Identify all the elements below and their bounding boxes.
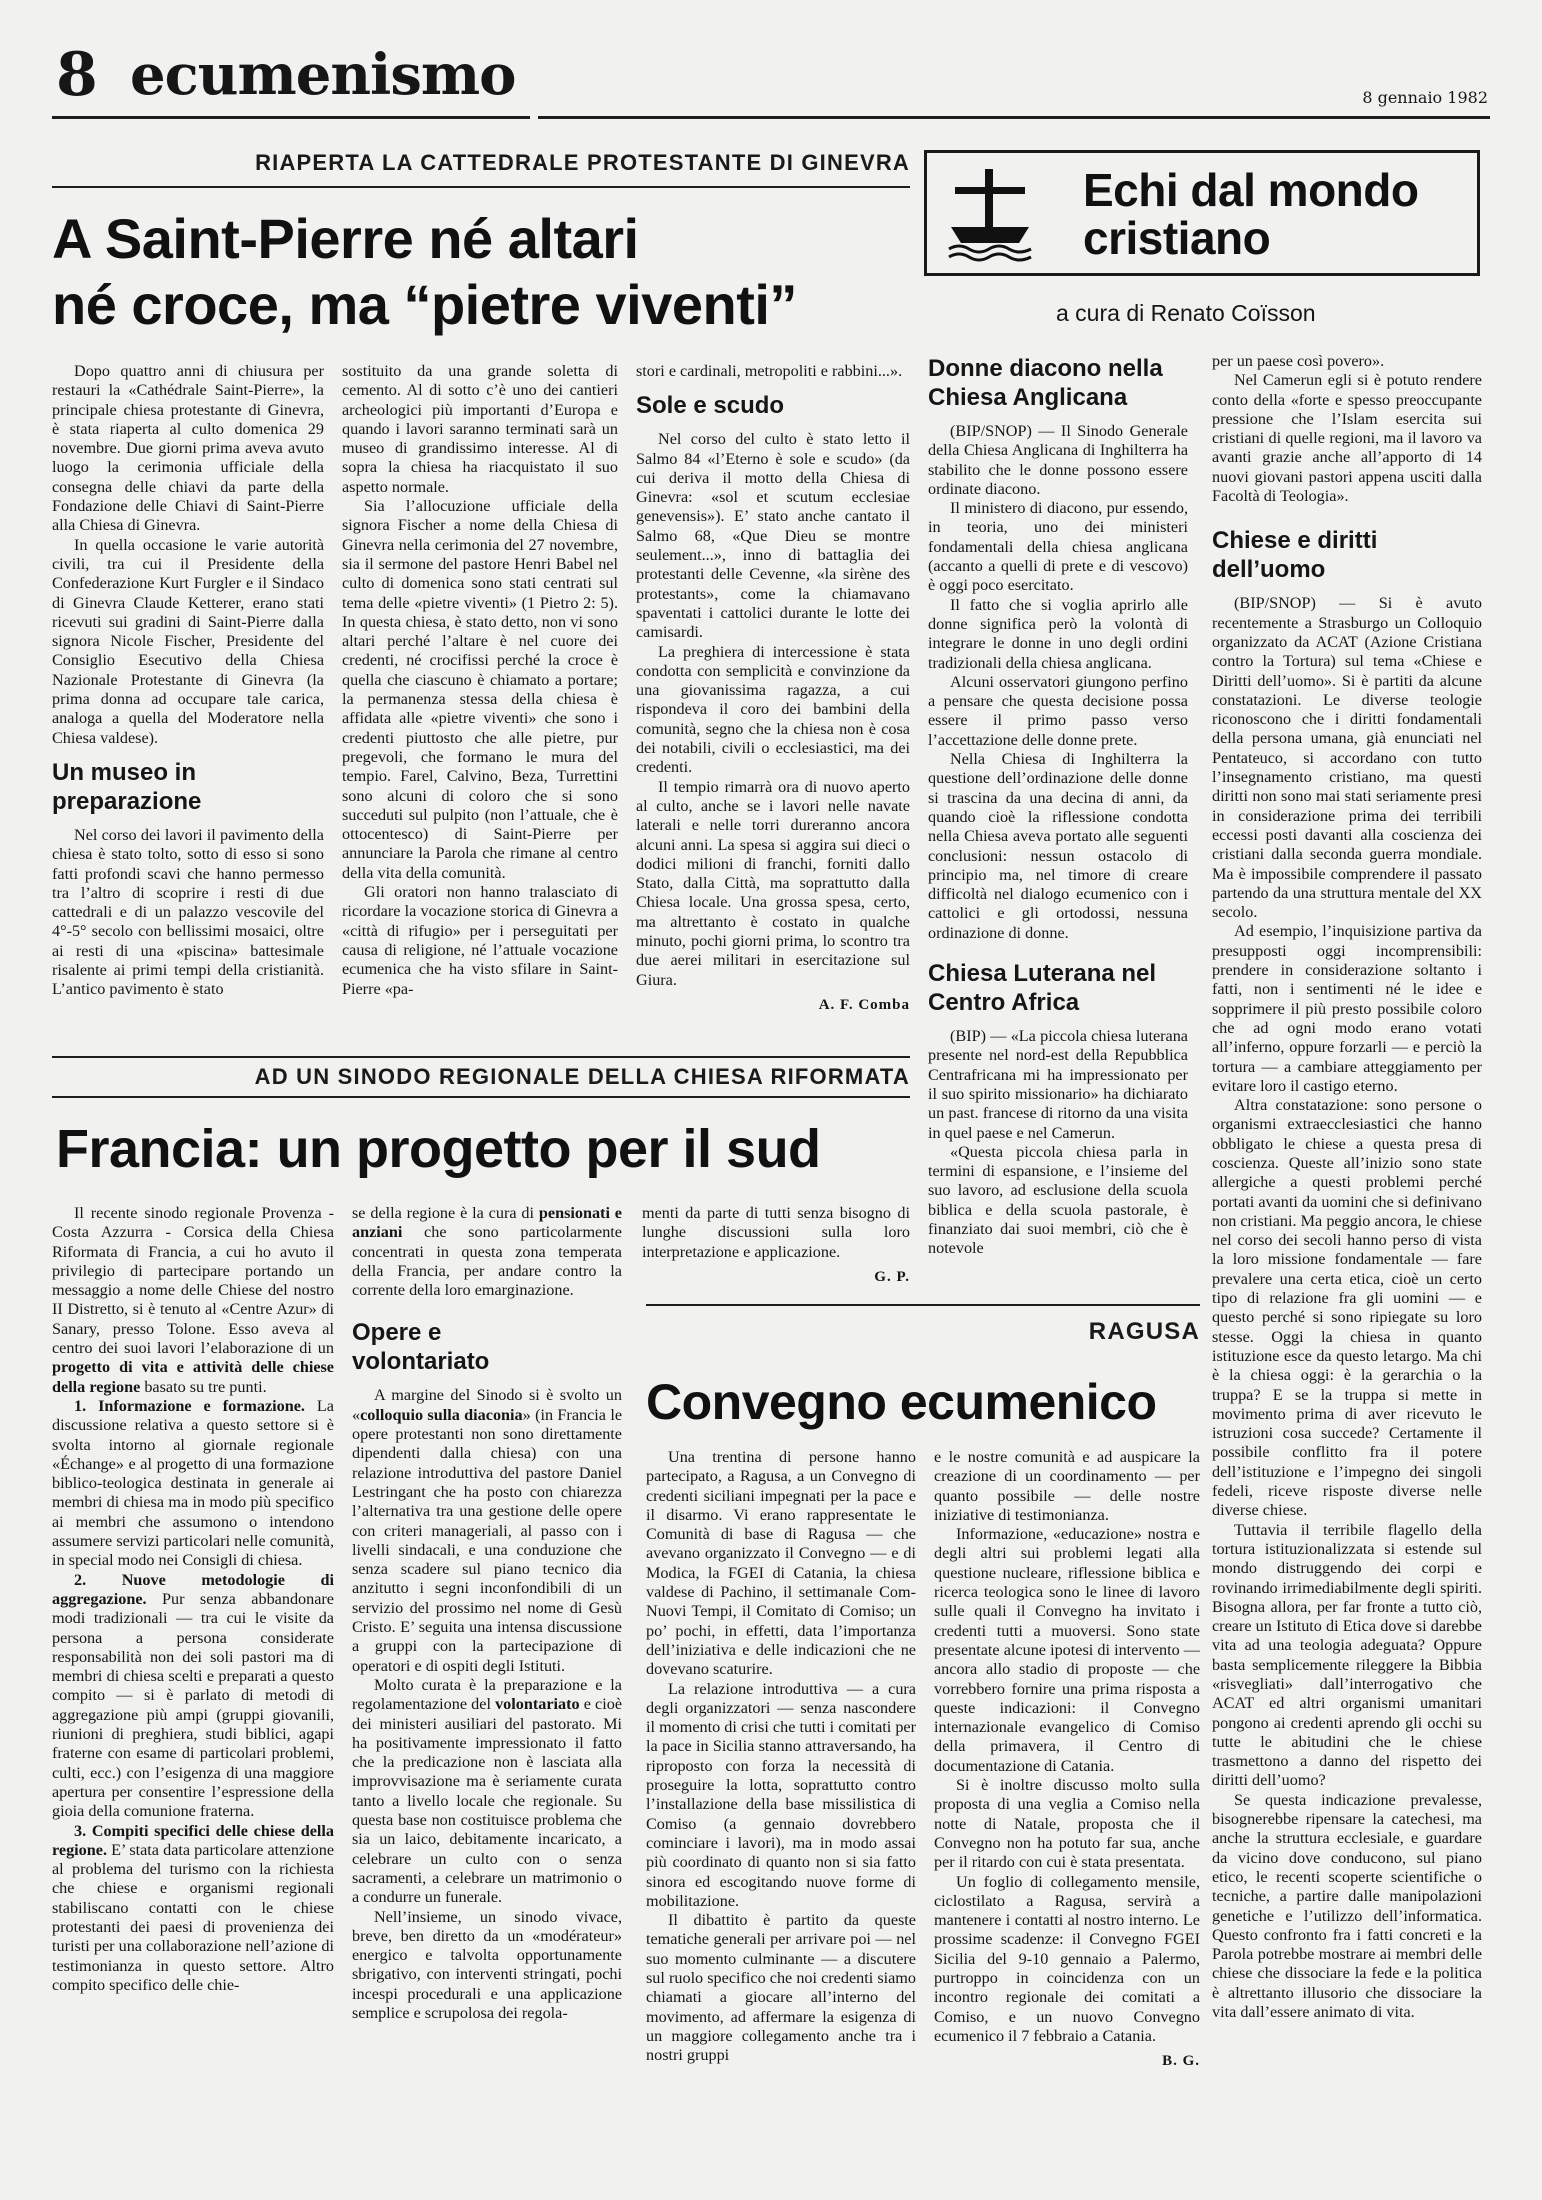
art1-kicker: RIAPERTA LA CATTEDRALE PROTESTANTE DI GINEVRA — [255, 150, 910, 175]
text-run: che sono particolarmente concentrati in questa zona temperata della Francia, per andare contro la corrente della loro emarginazione. — [352, 1223, 622, 1300]
paragraph — [352, 1676, 622, 1908]
paragraph — [352, 1204, 622, 1300]
bold-text: 3. Compiti specifici delle chiese della regione. — [52, 1821, 334, 1859]
paragraph: Nel Camerun egli si è potuto rendere conto della «forte e spesso preoccupante pressione che l’Islam esercita sui cristiani di quelle regioni, ma il lavoro va avanti grazie anche all’apporto di 14 nuovi giovani pastori appena usciti dalla Facoltà di Teologia». — [1212, 371, 1482, 506]
paragraph: Dopo quattro anni di chiusura per restauri la «Cathédrale Saint-Pierre», la principale chiesa protestante di Ginevra, è stata riaperta al culto domenica 29 novembre. Due giorni prima aveva avuto luogo la cerimonia ufficiale della consegna delle chiavi da parte della Fondazione delle Chiavi di Saint-Pierre alla Chiesa di Ginevra. — [52, 362, 324, 535]
art1-column-2 — [342, 362, 618, 1034]
text-run: Pur senza abbandonare modi tradizionali — tra cui le visite da persona a persona considerate responsabilità non dei soli pastori ma di membri di chiesa scelti e preparati a questo compito — si è parlato di metodi di aggregazione più ampi (gruppi giovanili, riunioni di preghiera, studi biblici, agapi fraterne con esame di particolari problemi, culti, ecc.) con l’esigenza di una maggiore apertura per consentire l’espressione della gioia della comunione fraterna. — [52, 1589, 334, 1821]
paragraph: stori e cardinali, metropoliti e rabbini...». — [636, 362, 903, 380]
masthead-rule — [52, 116, 530, 119]
paragraph: Nel corso del culto è stato letto il Salmo 84 «l’Eterno è sole e scudo» (da cui deriva il motto della Chiesa di Ginevra: «sol et scutum ecclesiae genevensis»). E’ stato anche cantato il Salmo 68, «Que Dieu se montre seulement...», inno di battaglia dei protestanti delle Cevenne, «la sirène des protestants», come la chiamavano spaventati i cattolici durante le lotte dei camisardi. — [636, 430, 910, 642]
echi-title-line1: Echi dal mondo — [1083, 164, 1419, 216]
paragraph: La preghiera di intercessione è stata condotta con semplicità e convinzione da una giovanissima ragazza, a cui rispondeva il coro dei bambini della comunità, segno che la chiesa non è cosa dei notabili, civili o ecclesiastici, ma dei credenti. — [636, 642, 910, 777]
paragraph: Se questa indicazione prevalesse, bisognerebbe ripensare la catechesi, ma anche la struttura ecclesiale, e guardare da vicino dove conducono, sul piano etico, le recenti scoperte scientifiche o tecniche, a partire dalle manipolazioni genetiche e l’utilizzo dell’informatica. Questo confronto fra i fatti concreti e la Parola potrebbe mostrare ai membri delle chiese che dissociare la fede e la politica è altrettanto illusorio che dissociare la vita dall’essere animato di vita. — [1212, 1790, 1482, 2022]
paragraph: Il dibattito è partito da queste tematiche generali per arrivare poi — nel suo momento culminante — a discutere sul ruolo specifico che noi credenti siamo chiamati a giocare all’interno del movimento, ad affermare la esigenza di un maggiore collegamento anche tra i nostri gruppi — [646, 1911, 916, 2065]
paragraph: Sia l’allocuzione ufficiale della signora Fischer a nome della Chiesa di Ginevra nella cerimonia del 27 novembre, sia il sermone del pastore Henri Babel nel culto di domenica sono stati centrati sul tema delle «pietre viventi» (1 Pietro 2: 5). In questa chiesa, è stato detto, non vi sono altari perché l’altare è nel cuore dei credenti, né crocifissi perché la croce è quella che ciascuno è chiamato a portare; la permanenza stessa della chiesa è affidata alle «pietre viventi» che sono i credenti piuttosto che alle pietre, pur pregevoli, che formano le mura del tempio. Farel, Calvino, Beza, Turrettini sono alcuni di coloro che si sono succeduti sul pulpito (non l’attuale, che è ottocentesco) di Saint-Pierre per annunciare la Parola che rimane al centro della vita della comunità. — [342, 497, 618, 882]
paragraph: La relazione introduttiva — a cura degli organizzatori — senza nascondere il momento di crisi che tutti i comitati per la pace in Sicilia stanno attraversando, ha riproposto con forza la necessità di proseguire la lotta, soprattutto contro l’installazione della base missilistica di Comiso (a gennaio dovrebbero cominciare i lavori), ma in modo assai più coordinato di quanto non si sia fatto sinora ed escogitando nuove forme di mobilitazione. — [646, 1679, 916, 1910]
art3-title: Chiesa Luterana nel Centro Africa — [928, 960, 1157, 1017]
paragraph: Tuttavia il terribile flagello della tortura istituzionalizzata si estende sul mondo distruggendo dei corpi e rovinando irrimediabilmente degli spiriti. Bisogna allora, per far fronte a tutto ciò, creare un Istituto di Etica dove si darebbe vita ad una teologia adeguata? Oppure basta semplicemente rileggere la Bibbia «risvegliati» dall’interrogativo che ACAT ed altri organismi umanitari pongono ai credenti aprendo gli occhi su tutte le abitudini che le chiese trasmettono a danno del rispetto dei diritti dell’uomo? — [1212, 1520, 1482, 1790]
bold-text: volontariato — [495, 1695, 580, 1714]
art5-column-2 — [352, 1204, 623, 2022]
bold-text: 1. Informazione e formazione. — [74, 1396, 305, 1415]
paragraph: Informazione, «educazione» nostra e degli altri sui problemi legati alla questione nucleare, riflessione biblica e ricerca teologica sono le linee di lavoro sulle quali il Convegno ha invitato i credenti tutti a muoversi. Sono state presentate alcune ipotesi di intervento — ancora allo stadio di proposte — che vorrebbero fornire una prima risposta a queste indicazioni: il Convegno internazionale evangelico di Comiso della primavera, il Centro di documentazione di Catania. — [934, 1525, 1200, 1775]
art6-kicker: RAGUSA — [1088, 1318, 1200, 1345]
art5-top-rule — [52, 1056, 910, 1058]
paragraph: Il tempio rimarrà ora di nuovo aperto al culto, anche se i lavori nelle navate laterali e nelle torri dureranno ancora alcuni anni. La spesa si aggira sui dieci o dodici milioni di franchi, forniti dallo Stato, dalla Città, ma soprattutto dalla Chiesa locale. Una grossa spesa, certo, ma altrettanto è costato in qualche minuto, pochi giorni prima, lo scontro tra due aerei militari in esercitazione sul Giura. — [636, 777, 910, 989]
paragraph: Il ministero di diacono, pur essendo, in teoria, uno dei ministeri fondamentali della chiesa anglicana (accanto a quelli di prete e di vescovo) è oggi poco esercitato. — [928, 499, 1188, 595]
paragraph: Alcuni osservatori giungono perfino a pensare che questa decisione possa essere il primo passo verso l’accettazione delle donne prete. — [928, 672, 1188, 749]
paragraph: Nell’insieme, un sinodo vivace, breve, ben diretto da un «modérateur» energico e talvolta opportunamente sbrigativo, con interventi stringati, pochi incespi procedurali e una applicazione semplice e scrupolosa dei regola- — [352, 1907, 622, 2022]
paragraph: Un foglio di collegamento mensile, ciclostilato a Ragusa, servirà a mantenere i contatti al nostro interno. Le prossime scadenze: il Convegno FGEI Sicilia del 9-10 gennaio a Palermo, purtroppo in coincidenza con un incontro regionale dei comitati a Comiso, e un nuovo Convegno ecumenico il 7 febbraio a Catania. — [934, 1872, 1200, 2045]
echi-byline: a cura di Renato Coïsson — [1056, 300, 1316, 326]
art1-title-line2: né croce, ma “pietre viventi” — [52, 273, 797, 336]
paragraph — [52, 1204, 334, 1397]
paragraph: Gli oratori non hanno tralasciato di ricordare la vocazione storica di Ginevra a «città di rifugio» per i perseguitati per causa di religione, né l’attuale vocazione ecumenica che ha visto sfilare in Saint-Pierre «pa- — [342, 883, 618, 998]
art6-title: Convegno ecumenico — [646, 1374, 1157, 1430]
paragraph: Altra constatazione: sono persone o organismi extraecclesiastici che hanno obbligato le chiese a questa presa di coscienza. Queste all’inizio sono state allergiche a questi problemi perché portati avanti da uomini che si definivano non cristiani. Ma peggio ancora, le chiese nel corso dei secoli hanno perso di vista la loro missione fondamentale — fare prevalere una certa etica, cioè un certo tipo di relazione fra gli uomini — e questo perché si sono ripiegate su loro stesse. Oggi la chiesa in quanto istituzione esce da questo letargo. Ma chi è la chiesa oggi: è la gerarchia o la truppa? E se la truppa si mette in movimento prima di aver ricevuto le istruzioni cosa succede? Certamente il possibile conflitto fra il potere dell’istituzione e l’impegno dei singoli fedeli, riceve risposte diverse nelle diverse chiese. — [1212, 1096, 1482, 1520]
art5-signature: G. P. — [874, 1268, 910, 1285]
text-run: E’ stata data particolare attenzione al problema del turismo con la richiesta che chiese e organismi regionali stabiliscano contatti con le chiese protestanti dei paesi di provenienza dei turisti per una collaborazione nell’azione di testimonianza in questo settore. Altro compito specifico delle chie- — [52, 1840, 335, 1994]
paragraph — [52, 1571, 334, 1822]
art1-column-1 — [52, 362, 324, 1034]
text-run: e cioè dei ministeri ausiliari del pastorato. Mi ha positivamente impressionato il fatto che la predicazione non è lasciata alla improvvisazione ma è seriamente curata tanto a livello locale che regionale. Su questa base non costituisce problema che sia un laico, debitamente incaricato, a celebrare un culto con o senza sacramenti, a celebrare un matrimonio o a condurre un funerale. — [352, 1695, 623, 1907]
text-run: A margine del Sinodo si è svolto un « — [352, 1386, 622, 1424]
bold-text: 2. Nuove metodologie di aggregazione. — [52, 1570, 334, 1608]
art1-column-3 — [636, 362, 910, 1034]
paragraph: menti da parte di tutti senza bisogno di lunghe discussioni sulla loro interpretazione e applicazione. — [642, 1204, 910, 1261]
text-run: » (in Francia le opere protestanti non sono direttamente dipendenti dalla chiesa) con una relazione introduttiva del pastore Daniel Lestringant che ha posto con chiarezza l’alternativa tra una gestione delle opere con criteri manageriali, al passo con i livelli sindacali, e una conduzione che senza scadere sul piano tecnico dia anzitutto i segni inconfondibili di un servizio del prossimo nel nome di Gesù Cristo. E’ seguita una intensa discussione a gruppi con la partecipazione di operatori e di ospiti degli Istituti. — [352, 1405, 623, 1675]
paragraph: Il fatto che si voglia aprirlo alle donne significa però la volontà di integrare le donne in uno degli ordini tradizionali della chiesa anglicana. — [928, 595, 1188, 672]
text-run: se della regione è la cura di — [352, 1204, 534, 1222]
paragraph: «Questa piccola chiesa parla in termini di espansione, e l’insieme del suo lavoro, ad esclusione della scuola biblica e della scuola pastorale, è finanziato dai suoi membri, ciò che è notevole — [928, 1142, 1188, 1258]
art4-column — [1212, 352, 1482, 2022]
art5-kicker: AD UN SINODO REGIONALE DELLA CHIESA RIFORMATA — [254, 1064, 910, 1089]
art6-column-2 — [934, 1448, 1200, 2070]
paragraph: Ad esempio, l’inquisizione partiva da presupposti oggi incomprensibili: prendere in considerazione soltanto i fatti, non i sentimenti né le idee e sopprimere il più presto possibile coloro che ad ogni modo erano votati all’inferno, oppure forzarli — e perciò la tortura — a cambiare atteggiamento per evitare loro il castigo eterno. — [1212, 922, 1482, 1095]
text-run: basato su tre punti. — [144, 1377, 267, 1396]
paragraph: e le nostre comunità e ad auspicare la creazione di un coordinamento — per quanto possibile — delle nostre iniziative di testimonianza. — [934, 1448, 1200, 1524]
issue-date: 8 gennaio 1982 — [1362, 88, 1488, 107]
paragraph — [52, 1397, 334, 1571]
art5-column-3 — [642, 1204, 910, 1294]
paragraph: In quella occasione le varie autorità civili, tra cui il Presidente della Confederazione Kurt Furgler e il Sindaco di Ginevra Claude Ketterer, erano stati ricevuti sui gradini di Saint-Pierre dalla signora Nicole Fischer, Presidente del Consiglio Esecutivo della Chiesa Nazionale Protestante di Ginevra (la prima donna ad occupare tale carica, analoga a quella del Moderatore nella Chiesa valdese). — [52, 535, 324, 747]
art2-column — [928, 352, 1188, 1258]
paragraph: per un paese così povero». — [1212, 352, 1385, 370]
section-title: ecumenismo — [130, 42, 516, 108]
paragraph: Una trentina di persone hanno partecipato, a Ragusa, a un Convegno di credenti siciliani impegnati per la pace e il disarmo. Vi erano rappresentate le Comunità di base di Ragusa — che avevano organizzato il Convegno — e di Modica, la FGEI di Catania, la chiesa valdese di Pachino, il settimanale Com-Nuovi Tempi, il Comitato di Comiso; un po’ pochi, in effetti, data l’importanza dell’iniziativa e delle indicazioni che ne dovevano scaturire. — [646, 1448, 916, 1679]
art5-column-1 — [52, 1204, 334, 2012]
paragraph: Nel corso dei lavori il pavimento della chiesa è stato tolto, sotto di esso si sono fatti profondi scavi che hanno permesso tra l’altro di scoprire i resti di due cattedrali e di un palazzo vescovile del 4°-5° secolo con bellissimi mosaici, oltre ai resti di una «piscina» battesimale risalente ai primi tempi della cristianità. L’antico pavimento è stato — [52, 825, 324, 999]
art5-title: Francia: un progetto per il sud — [56, 1119, 821, 1179]
art1-subhead-museo: Un museo in preparazione — [52, 758, 202, 815]
paragraph: sostituito da una grande soletta di cemento. Al di sotto c’è uno dei cantieri archeologici più importanti d’Europa e quando i lavori saranno terminati sarà un museo di grandissimo interesse. Al di sopra la chiesa ha riacquistato il suo aspetto normale. — [342, 362, 618, 496]
bold-text: progetto di vita e attività delle chiese della regione — [52, 1358, 334, 1396]
paragraph: (BIP/SNOP) — Si è avuto recentemente a Strasburgo un Colloquio organizzato da ACAT (Azione Cristiana contro la Tortura) sul tema «Chiese e Diritti dell’uomo». Si è partiti da alcune constatazioni. Le diverse teologie riconoscono che i diritti fondamentali della persona umana, già enunciati nel Pentateuco, si accordano con tutto l’insegnamento cristiano, ma questi diritti non sono mai stati seriamente presi in considerazione prima dei terribili eccessi posti davanti alla coscienza dei cristiani dalla seconda guerra mondiale. Ma è impossibile comprendere il passato partendo da una struttura mentale del XX secolo. — [1212, 594, 1482, 922]
art6-top-rule — [646, 1304, 1200, 1306]
text-run: Il recente sinodo regionale Provenza - Costa Azzurra - Corsica della Chiesa Riformata di Francia, a cui ho avuto il privilegio di partecipare portando un messaggio a nome delle Chiese del nostro II Distretto, si è tenuto al «Centre Azur» di Sanary, presso Tolone. Esso aveva al centro dei suoi lavori l’elaborazione di un — [52, 1204, 334, 1358]
art1-title-line1: A Saint-Pierre né altari — [52, 207, 639, 270]
echi-box — [924, 150, 1480, 276]
bold-text: colloquio sulla diaconia — [360, 1405, 523, 1424]
text-run: La discussione relativa a questo settore si è svolta intorno al giornale regionale «Échange» e al progetto di una formazione biblico-teologica destinata in generale ai membri di chiesa ma in modo più specifico ai membri che assumono o intendono assumere servizi particolari nelle comunità, in special modo nei Consigli di chiesa. — [52, 1396, 334, 1570]
cross-boat-icon — [947, 167, 1033, 263]
art5-subhead-opere: Opere e volontariato — [352, 1319, 490, 1376]
art4-title: Chiese e diritti dell’uomo — [1212, 527, 1378, 584]
art1-signature: A. F. Comba — [818, 996, 910, 1013]
art1-subhead-sole: Sole e scudo — [636, 392, 785, 420]
echi-title-line2: cristiano — [1083, 212, 1271, 264]
paragraph: Nella Chiesa di Inghilterra la questione dell’ordinazione delle donne si trascina da una decina di anni, da quando cioè la riflessione condotta nella Chiesa aveva portato alle seguenti conclusioni: nessun ostacolo di principio ma, nel timore di creare difficoltà nel dialogo ecumenico con i cattolici e gli ortodossi, nessuna ordinazione di donne. — [928, 750, 1188, 942]
art2-title: Donne diacono nella Chiesa Anglicana — [928, 355, 1163, 411]
masthead-rule-right — [538, 116, 1490, 119]
art5-kicker-rule — [52, 1096, 910, 1098]
page-number: 8 — [56, 40, 98, 110]
paragraph: (BIP) — «La piccola chiesa luterana presente nel nord-est della Repubblica Centrafricana mi ha impressionato per il suo spirito missionario» ha dichiarato un past. francese di ritorno da una visita in quel paese e nel Camerun. — [928, 1027, 1188, 1142]
paragraph: (BIP/SNOP) — Il Sinodo Generale della Chiesa Anglicana di Inghilterra ha stabilito che le donne possono essere ordinate diacono. — [928, 422, 1188, 498]
paragraph — [52, 1822, 334, 1996]
art1-kicker-rule — [52, 186, 910, 188]
bold-text: pensionati e anziani — [352, 1204, 622, 1242]
text-run: Molto curata è la preparazione e la regolamentazione del — [352, 1675, 622, 1714]
art6-signature: B. G. — [1162, 2053, 1200, 2070]
paragraph — [352, 1386, 622, 1675]
art6-column-1 — [646, 1448, 916, 2065]
paragraph: Si è inoltre discusso molto sulla proposta di una veglia a Comiso nella notte di Natale, proposta che il Convegno non ha potuto far sua, anche per il ritardo con cui è stata presentata. — [934, 1776, 1200, 1872]
